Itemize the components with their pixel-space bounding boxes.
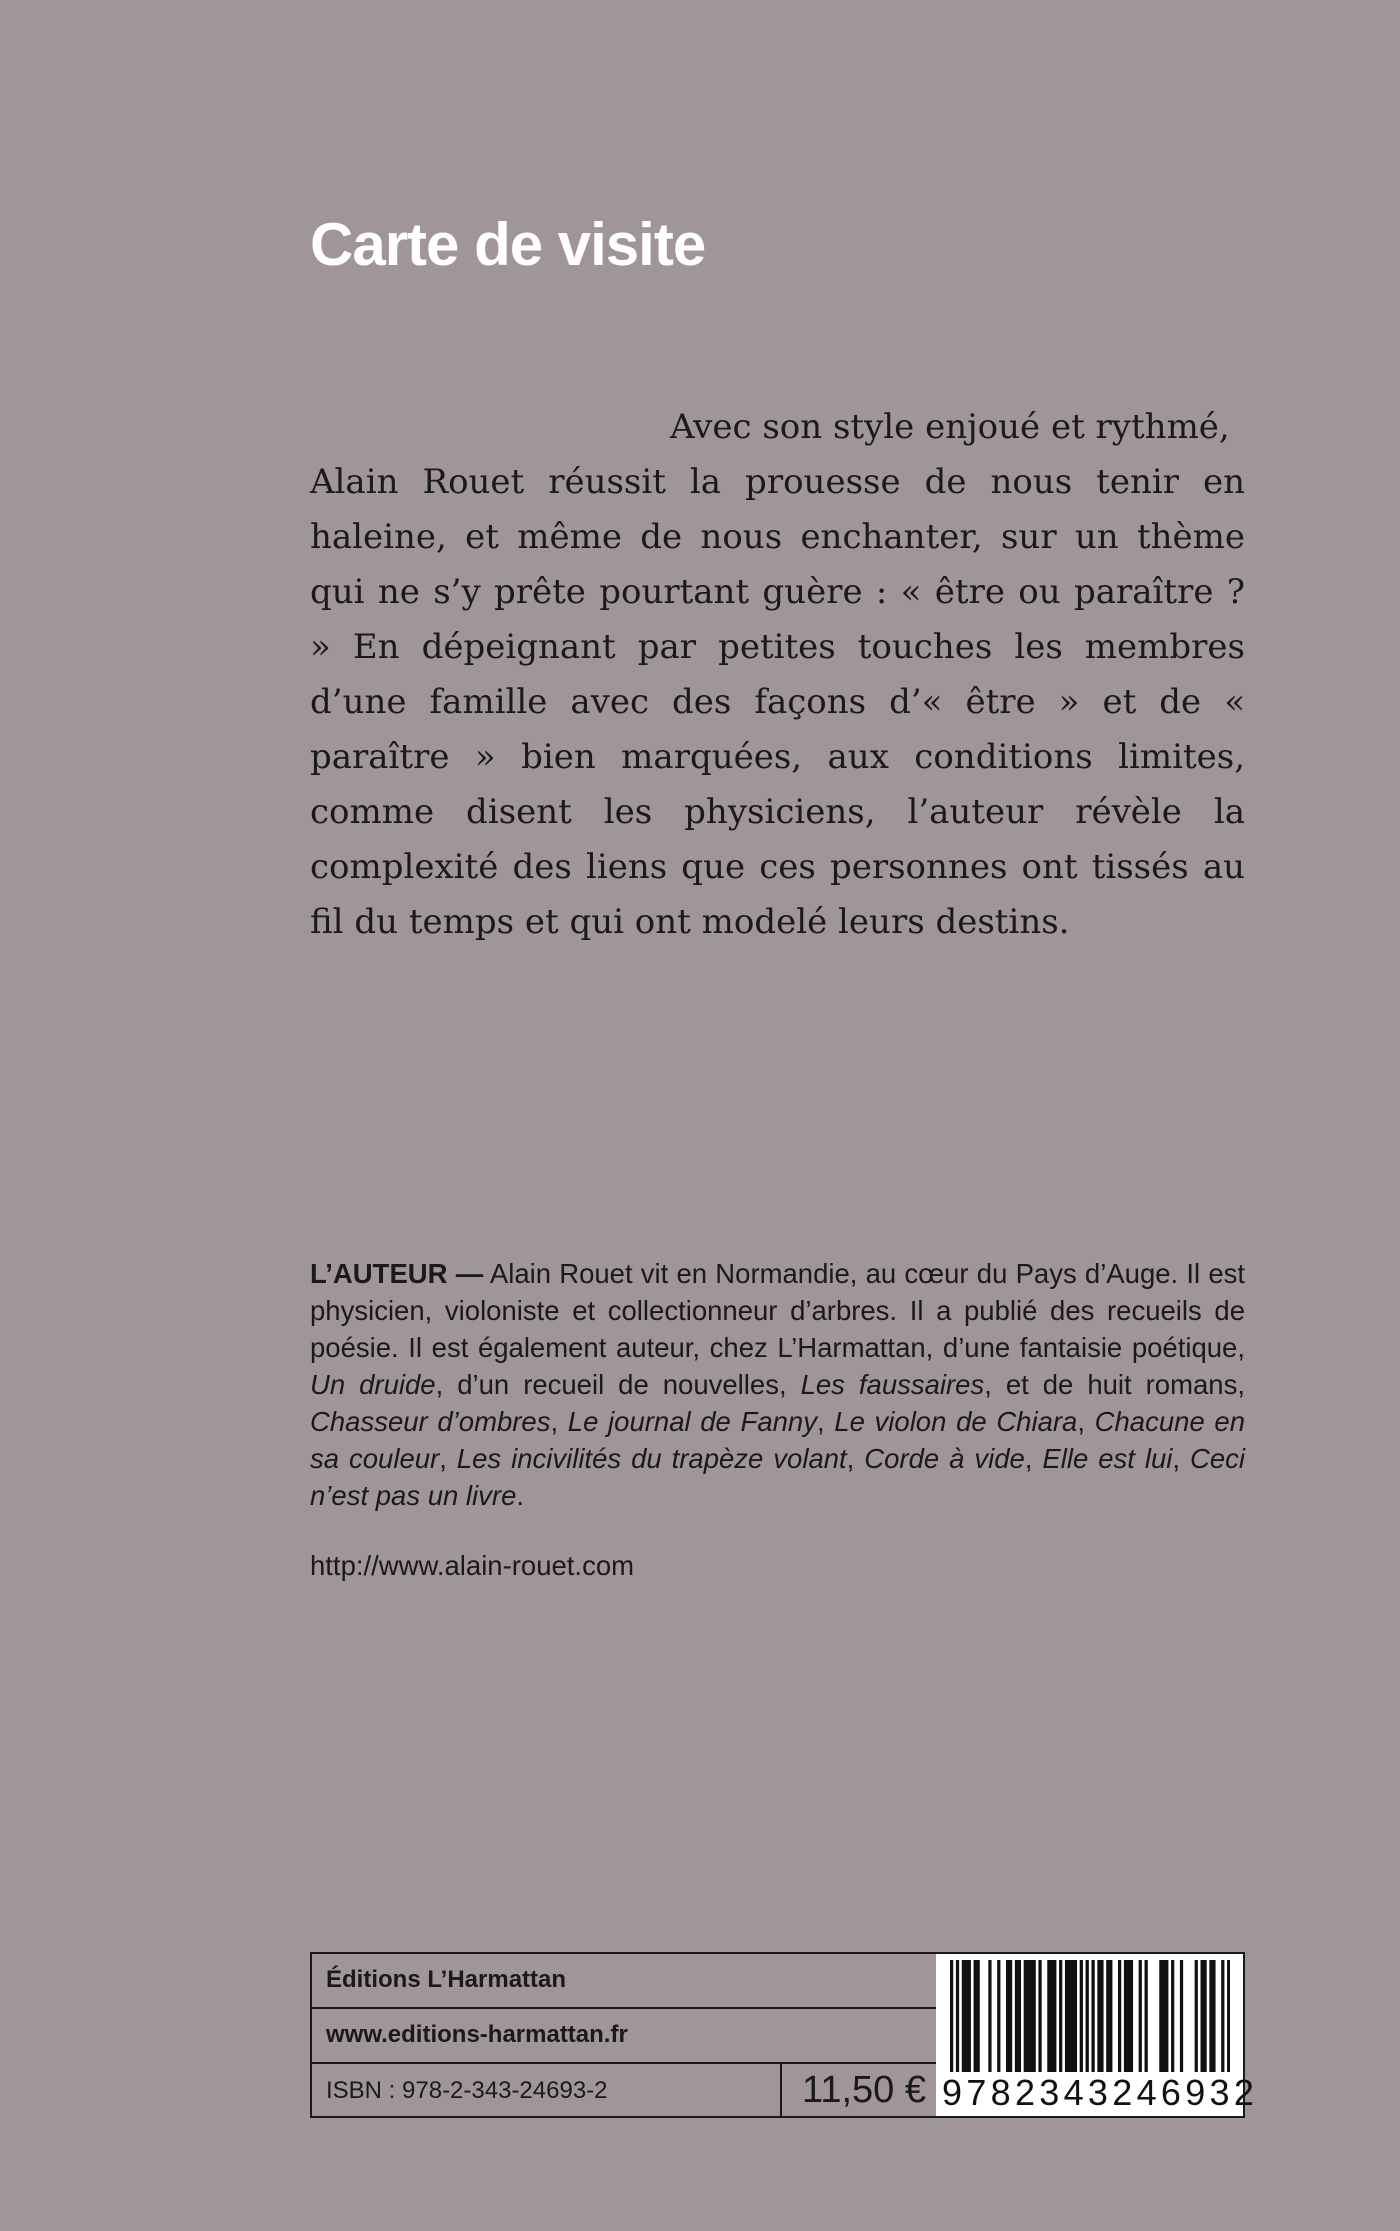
book-title-le-journal-de-fanny: Le journal de Fanny [567, 1406, 817, 1437]
separator: , [816, 1406, 835, 1437]
barcode-bar [1162, 1960, 1165, 2072]
barcode-bar [1145, 1960, 1148, 2072]
barcode-bar [965, 1960, 968, 2072]
price-cell [780, 2064, 936, 2116]
barcode-bar [1159, 1960, 1162, 2072]
barcode-bar [1165, 1960, 1168, 2072]
book-title-le-violon-de-chiara: Le violon de Chiara [834, 1406, 1078, 1437]
barcode-bar [1033, 1960, 1036, 2072]
barcode-bar [962, 1960, 965, 2072]
author-bio-text: , et de huit romans, [984, 1369, 1245, 1400]
barcode-bar [1018, 1960, 1021, 2072]
barcode-bar [1091, 1960, 1094, 2072]
author-website-link[interactable]: http://www.alain-rouet.com [310, 1550, 635, 1581]
barcode-bar [977, 1960, 980, 2072]
book-title-un-druide: Un druide [310, 1369, 436, 1400]
barcode-bar [1059, 1960, 1062, 2072]
barcode-bar [1050, 1960, 1053, 2072]
author-bio-text: Alain Rouet vit en Normandie, au cœur du Pays d’Auge. Il est physicien, violoniste et collectionneur d’arbres. Il a publié des recueils de poésie. Il est également auteur, chez L’Harmattan, d’une fantaisie poétique, [310, 1258, 1246, 1363]
barcode-bar [1130, 1960, 1133, 2072]
barcode-bar [997, 1960, 1000, 2072]
barcode-bar [1027, 1960, 1030, 2072]
barcode-digits: 9782343246932 [942, 2072, 1259, 2113]
publisher-url[interactable]: www.editions-harmattan.fr [326, 2021, 628, 2048]
separator: , [439, 1443, 457, 1474]
barcode-bar [1212, 1960, 1215, 2072]
separator: , [1024, 1443, 1043, 1474]
publisher-name: Éditions L’Harmattan [326, 1966, 567, 1993]
barcode-bar [1127, 1960, 1130, 2072]
barcode-bar [988, 1960, 991, 2072]
book-title-ceci-nest-pas-un-livre: Ceci n’est pas un livre [310, 1443, 1245, 1511]
barcode [936, 1954, 1259, 2116]
barcode-bar [1139, 1960, 1142, 2072]
book-title-chacune-en-sa-couleur: Chacune en sa couleur [310, 1406, 1245, 1474]
blurb-paragraph [310, 400, 1245, 950]
barcode-bar [1227, 1960, 1230, 2072]
barcode-bar [1100, 1960, 1103, 2072]
author-bio-text: , d’un recueil de nouvelles, [435, 1369, 801, 1400]
barcode-bars [950, 1960, 1230, 2072]
barcode-bar [1071, 1960, 1074, 2072]
book-title-elle-est-lui: Elle est lui [1042, 1443, 1173, 1474]
barcode-bar [1038, 1960, 1041, 2072]
price: 11,50 € [802, 2069, 926, 2111]
barcode-bar [1009, 1960, 1012, 2072]
separator: , [1077, 1406, 1095, 1437]
separator: . [516, 1480, 524, 1511]
barcode-bar [1080, 1960, 1083, 2072]
barcode-bar [1074, 1960, 1077, 2072]
book-title-les-incivilites: Les incivilités du trapèze volant [456, 1443, 847, 1474]
barcode-bar [1171, 1960, 1174, 2072]
separator: , [1172, 1443, 1190, 1474]
barcode-bar [1221, 1960, 1224, 2072]
barcode-bar [1203, 1960, 1206, 2072]
book-title-les-faussaires: Les faussaires [800, 1369, 985, 1400]
barcode-bar [1097, 1960, 1100, 2072]
barcode-bar [1195, 1960, 1198, 2072]
blurb-first-line: Avec son style enjoué et rythmé, [670, 407, 1230, 447]
book-title-corde-a-vide: Corde à vide [864, 1443, 1025, 1474]
publisher-box [310, 1952, 1259, 2118]
book-title: Carte de visite [310, 211, 706, 278]
publisher-url-row [312, 2009, 936, 2064]
barcode-bar [1180, 1960, 1183, 2072]
barcode-bar [974, 1960, 977, 2072]
barcode-bar [1209, 1960, 1212, 2072]
barcode-bar [1006, 1960, 1009, 2072]
separator: , [846, 1443, 865, 1474]
author-bio-lead: L’AUTEUR — [310, 1258, 484, 1289]
barcode-bar [1124, 1960, 1127, 2072]
isbn: ISBN : 978-2-343-24693-2 [326, 2077, 608, 2104]
barcode-bar [968, 1960, 971, 2072]
barcode-bar [956, 1960, 959, 2072]
separator: , [550, 1406, 568, 1437]
barcode-bar [1106, 1960, 1109, 2072]
blurb-text: Alain Rouet réussit la prouesse de nous tenir en haleine, et même de nous enchanter, sur un thème qui ne s’y prête pourtant guère : « être ou paraître ? » En dépeignant par petites touches les membres d’une famille avec des façons d’« être » et de « paraître » bien marquées, aux conditions limites, comme disent les physiciens, l’auteur révèle la complexité des liens que ces personnes ont tissés au fil du temps et qui ont modelé leurs destins. [310, 462, 1245, 942]
barcode-bar [1024, 1960, 1027, 2072]
barcode-bar [1053, 1960, 1056, 2072]
publisher-name-row [312, 1954, 936, 2009]
barcode-bar [1015, 1960, 1018, 2072]
barcode-bar [1047, 1960, 1050, 2072]
barcode-bar [1068, 1960, 1071, 2072]
barcode-bar [950, 1960, 953, 2072]
book-title-chasseur-dombres: Chasseur d’ombres [310, 1406, 551, 1437]
barcode-bar [1030, 1960, 1033, 2072]
barcode-bar [1109, 1960, 1112, 2072]
author-bio [310, 1255, 1245, 1514]
barcode-bar [1086, 1960, 1089, 2072]
barcode-bar [1201, 1960, 1204, 2072]
barcode-bar [1065, 1960, 1068, 2072]
barcode-bar [1118, 1960, 1121, 2072]
